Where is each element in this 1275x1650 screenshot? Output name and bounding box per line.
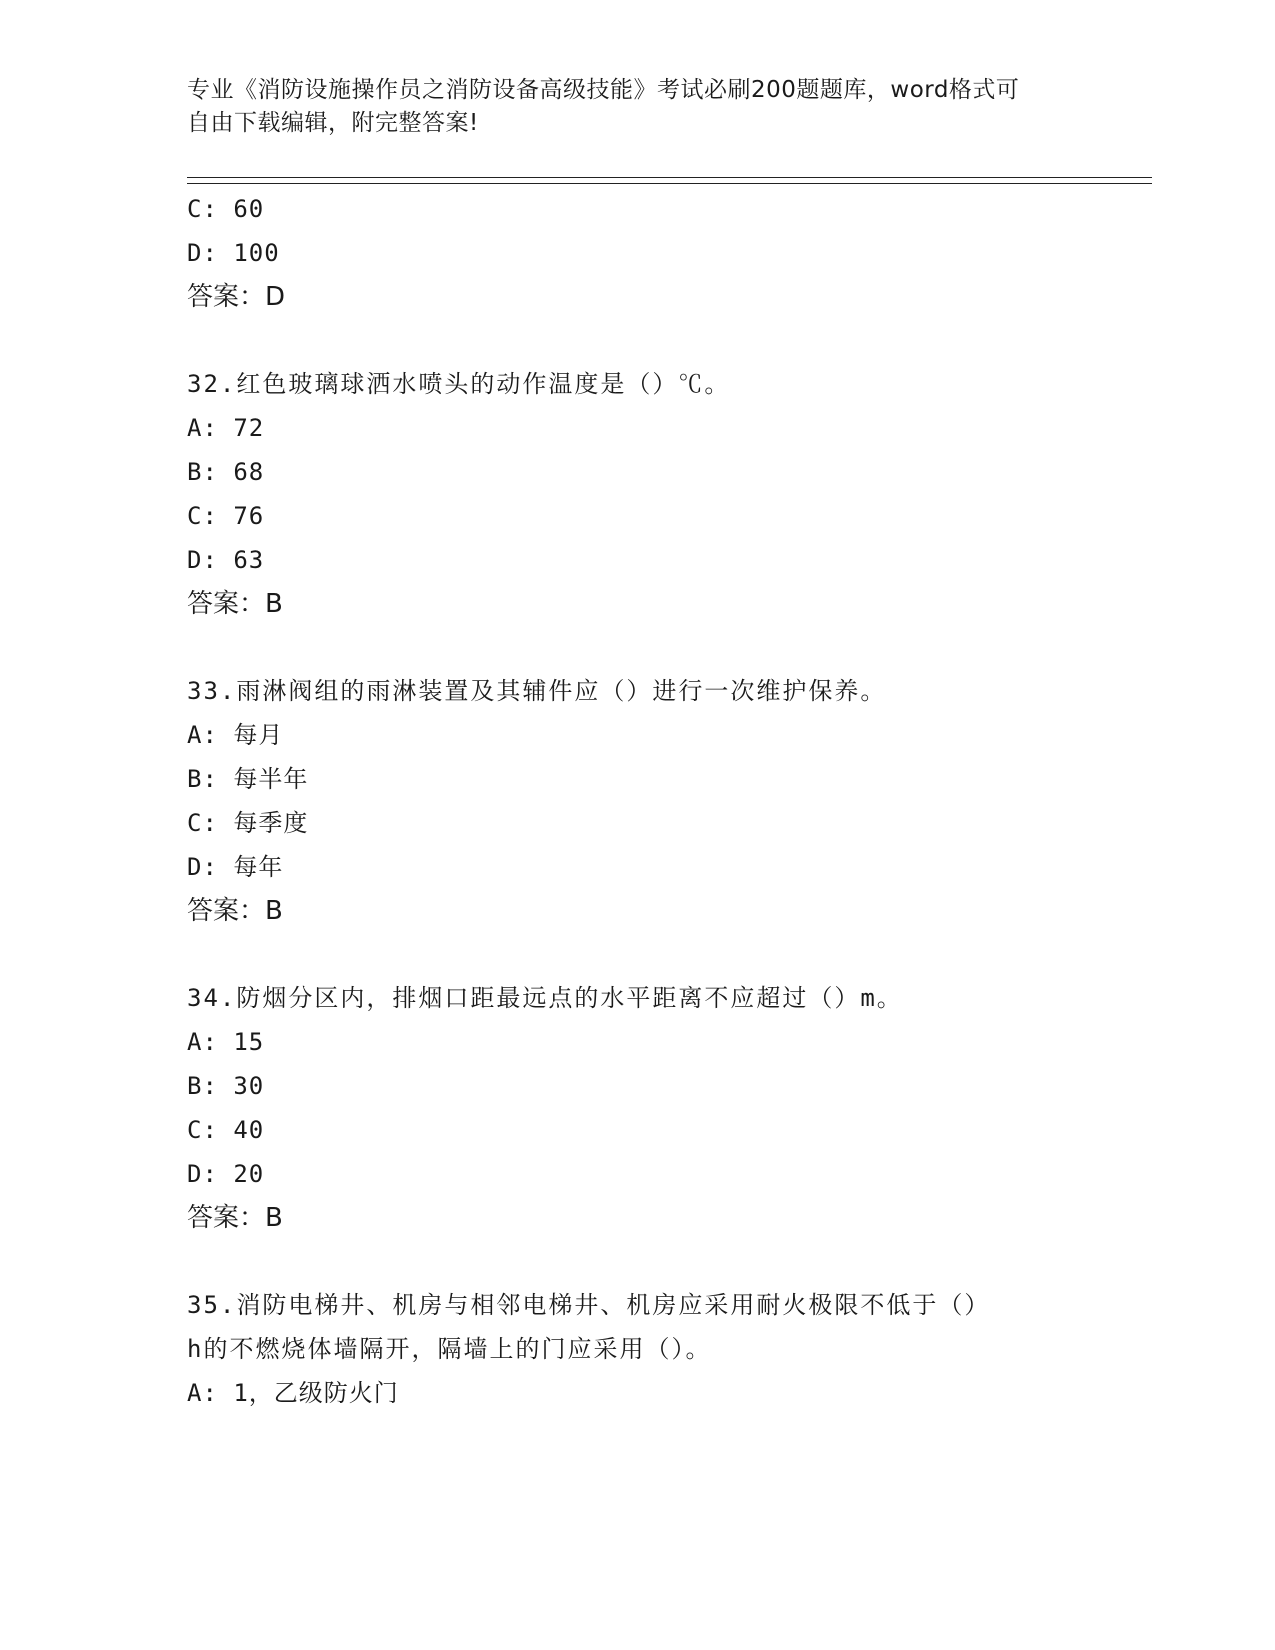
q32-option-d: D: 63 xyxy=(187,546,265,574)
option-d: D: 100 xyxy=(187,239,280,267)
q32-option-a: A: 72 xyxy=(187,414,265,442)
question-33: 33.雨淋阀组的雨淋装置及其辅件应（）进行一次维护保养。 xyxy=(187,677,887,705)
q32-option-b: B: 68 xyxy=(187,458,265,486)
option-c: C: 60 xyxy=(187,195,265,223)
header-line-2: 自由下载编辑，附完整答案! xyxy=(187,110,479,136)
header-divider-top xyxy=(187,177,1152,178)
q34-option-b: B: 30 xyxy=(187,1072,265,1100)
answer: 答案：D xyxy=(187,282,286,312)
document-header xyxy=(187,74,1067,140)
q33-answer: 答案：B xyxy=(187,896,283,926)
q35-option-a: A: 1，乙级防火门 xyxy=(187,1379,399,1407)
header-divider-bottom xyxy=(187,183,1152,184)
header-line-1: 专业《消防设施操作员之消防设备高级技能》考试必刷200题题库，word格式可 xyxy=(187,77,1020,103)
question-35-line-2: h的不燃烧体墙隔开，隔墙上的门应采用（）。 xyxy=(187,1335,712,1363)
q33-option-b: B: 每半年 xyxy=(187,765,309,793)
q32-answer: 答案：B xyxy=(187,589,283,619)
q34-option-a: A: 15 xyxy=(187,1028,265,1056)
q33-option-d: D: 每年 xyxy=(187,853,284,881)
question-34: 34.防烟分区内，排烟口距最远点的水平距离不应超过（）m。 xyxy=(187,984,903,1012)
question-32: 32.红色玻璃球洒水喷头的动作温度是（）℃。 xyxy=(187,370,731,398)
q34-option-c: C: 40 xyxy=(187,1116,265,1144)
q33-option-c: C: 每季度 xyxy=(187,809,309,837)
q33-option-a: A: 每月 xyxy=(187,721,284,749)
q34-answer: 答案：B xyxy=(187,1203,283,1233)
q34-option-d: D: 20 xyxy=(187,1160,265,1188)
question-35-line-1: 35.消防电梯井、机房与相邻电梯井、机房应采用耐火极限不低于（） xyxy=(187,1291,991,1319)
q32-option-c: C: 76 xyxy=(187,502,265,530)
